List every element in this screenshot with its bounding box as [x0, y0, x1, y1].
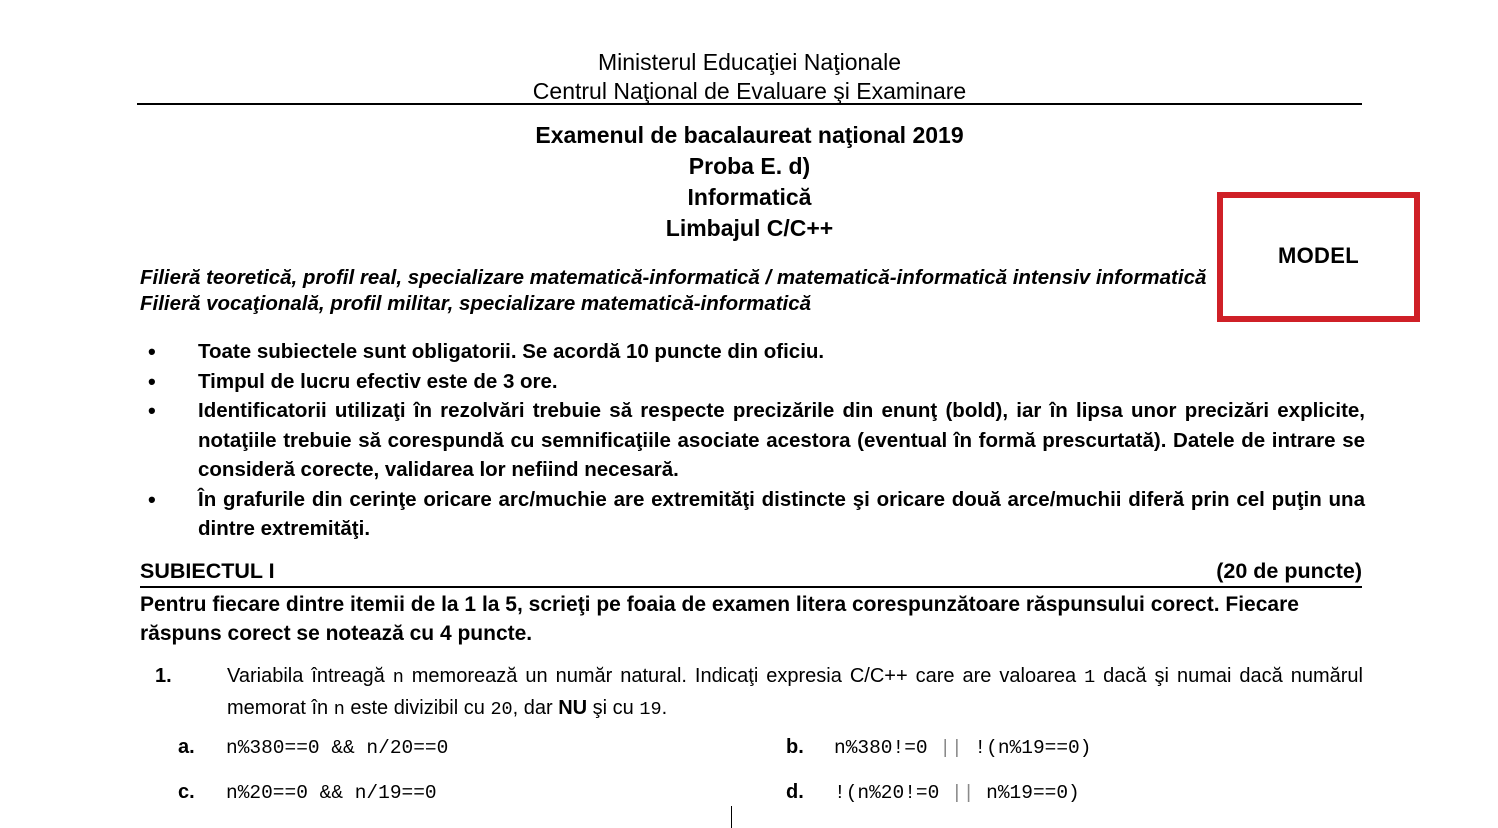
section-heading-row — [140, 558, 1362, 588]
bullet-dot-icon: • — [148, 368, 156, 394]
option-d[interactable] — [786, 781, 1363, 804]
options-row-ab — [178, 736, 1363, 781]
question-text-part-4: este divizibil cu — [344, 697, 491, 719]
question-emphasis-nu: NU — [558, 697, 588, 719]
instruction-text: În grafurile din cerinţe oricare arc/muchie are extremităţi distincte şi oricare două arce/muchii diferă prin cel puţin una dintre extremităţi. — [198, 487, 1365, 540]
option-d-code-post: n%19==0) — [974, 782, 1080, 804]
option-b[interactable] — [786, 736, 1363, 759]
question-text-part-6: şi cu — [587, 697, 640, 719]
exam-title-block — [137, 120, 1362, 244]
list-item — [140, 367, 1365, 397]
question-text-part-3: dacă şi numai dacă numărul memorat în — [227, 665, 1363, 719]
ministry-header — [137, 48, 1362, 106]
option-b-code — [834, 737, 1091, 759]
question-text-part-7: . — [661, 697, 668, 719]
question-var-n: n — [392, 667, 404, 688]
instructions-list — [140, 337, 1365, 544]
question-var-n-2: n — [333, 699, 345, 720]
section-intro-text: Pentru fiecare dintre itemii de la 1 la 5, scrieţi pe foaia de examen litera corespunzătoare răspunsului corect. Fiecare răspuns corect se notează cu 4 puncte. — [140, 593, 1299, 645]
ministry-line-2: Centrul Naţional de Evaluare şi Examinare — [532, 78, 967, 104]
question-text-part-1: Variabila întreagă — [227, 665, 393, 687]
option-a-letter: a. — [178, 736, 195, 758]
filiera-teoretica: Filieră teoretică, profil real, specializare matematică-informatică / matematică-informatică intensiv informatică — [140, 266, 1207, 289]
section-points: (20 de puncte) — [1216, 559, 1362, 583]
question-text-part-2: memorează un număr natural. Indicaţi expresia C/C++ care are valoarea — [403, 665, 1085, 687]
question-number: 1. — [155, 665, 172, 687]
bullet-dot-icon: • — [148, 398, 156, 423]
title-line-subject: Informatică — [687, 184, 812, 210]
title-line-exam: Examenul de bacalaureat naţional 2019 — [535, 122, 964, 148]
list-item — [140, 485, 1365, 544]
model-stamp-label: MODEL — [1278, 243, 1359, 268]
question-value-20: 20 — [490, 699, 513, 720]
filiera-lines — [140, 265, 1370, 317]
bullet-dot-icon: • — [148, 486, 156, 512]
title-line-language: Limbajul C/C++ — [665, 215, 834, 241]
option-a[interactable] — [178, 736, 786, 759]
question-value-19: 19 — [639, 699, 662, 720]
option-b-code-pre: n%380!=0 — [834, 737, 940, 759]
option-a-code: n%380==0 && n/20==0 — [226, 737, 449, 759]
instruction-text: Identificatorii utilizaţi în rezolvări trebuie să respecte precizările din enunţ (bold), iar în lipsa unor precizări explicite, notaţiile trebuie să corespundă cu semnificaţiile asociate acestora (eventual în formă prescurtată). Datele de intrare se consideră corecte, validarea lor nefiind necesară. — [198, 399, 1365, 481]
option-c-code: n%20==0 && n/19==0 — [226, 782, 437, 804]
option-d-code-pre: !(n%20!=0 — [834, 782, 952, 804]
question-text — [227, 661, 1363, 725]
bullet-dot-icon: • — [148, 339, 156, 364]
instruction-text: Timpul de lucru efectiv este de 3 ore. — [198, 369, 558, 393]
list-item — [140, 396, 1365, 485]
option-b-or-operator: || — [939, 737, 963, 759]
list-item — [140, 337, 1365, 367]
answer-options — [178, 736, 1363, 826]
option-d-code — [834, 782, 1080, 804]
option-c-letter: c. — [178, 781, 195, 803]
option-d-or-operator: || — [951, 782, 975, 804]
text-cursor-caret — [731, 806, 732, 828]
title-line-proba: Proba E. d) — [688, 153, 811, 179]
section-title: SUBIECTUL I — [140, 559, 275, 583]
options-row-cd — [178, 781, 1363, 826]
header-divider — [137, 103, 1362, 105]
instruction-text: Toate subiectele sunt obligatorii. Se acordă 10 puncte din oficiu. — [198, 340, 825, 363]
question-1 — [155, 661, 1363, 725]
question-text-part-5: , dar — [512, 697, 559, 719]
option-b-code-post: !(n%19==0) — [962, 737, 1092, 759]
filiera-vocationala: Filieră vocaţională, profil militar, specializare matematică-informatică — [140, 292, 812, 315]
ministry-line-1: Ministerul Educaţiei Naţionale — [598, 49, 901, 75]
option-b-letter: b. — [786, 736, 804, 758]
model-stamp-box — [1217, 192, 1420, 322]
option-d-letter: d. — [786, 781, 804, 803]
question-value-1: 1 — [1084, 667, 1096, 688]
option-c[interactable] — [178, 781, 786, 804]
